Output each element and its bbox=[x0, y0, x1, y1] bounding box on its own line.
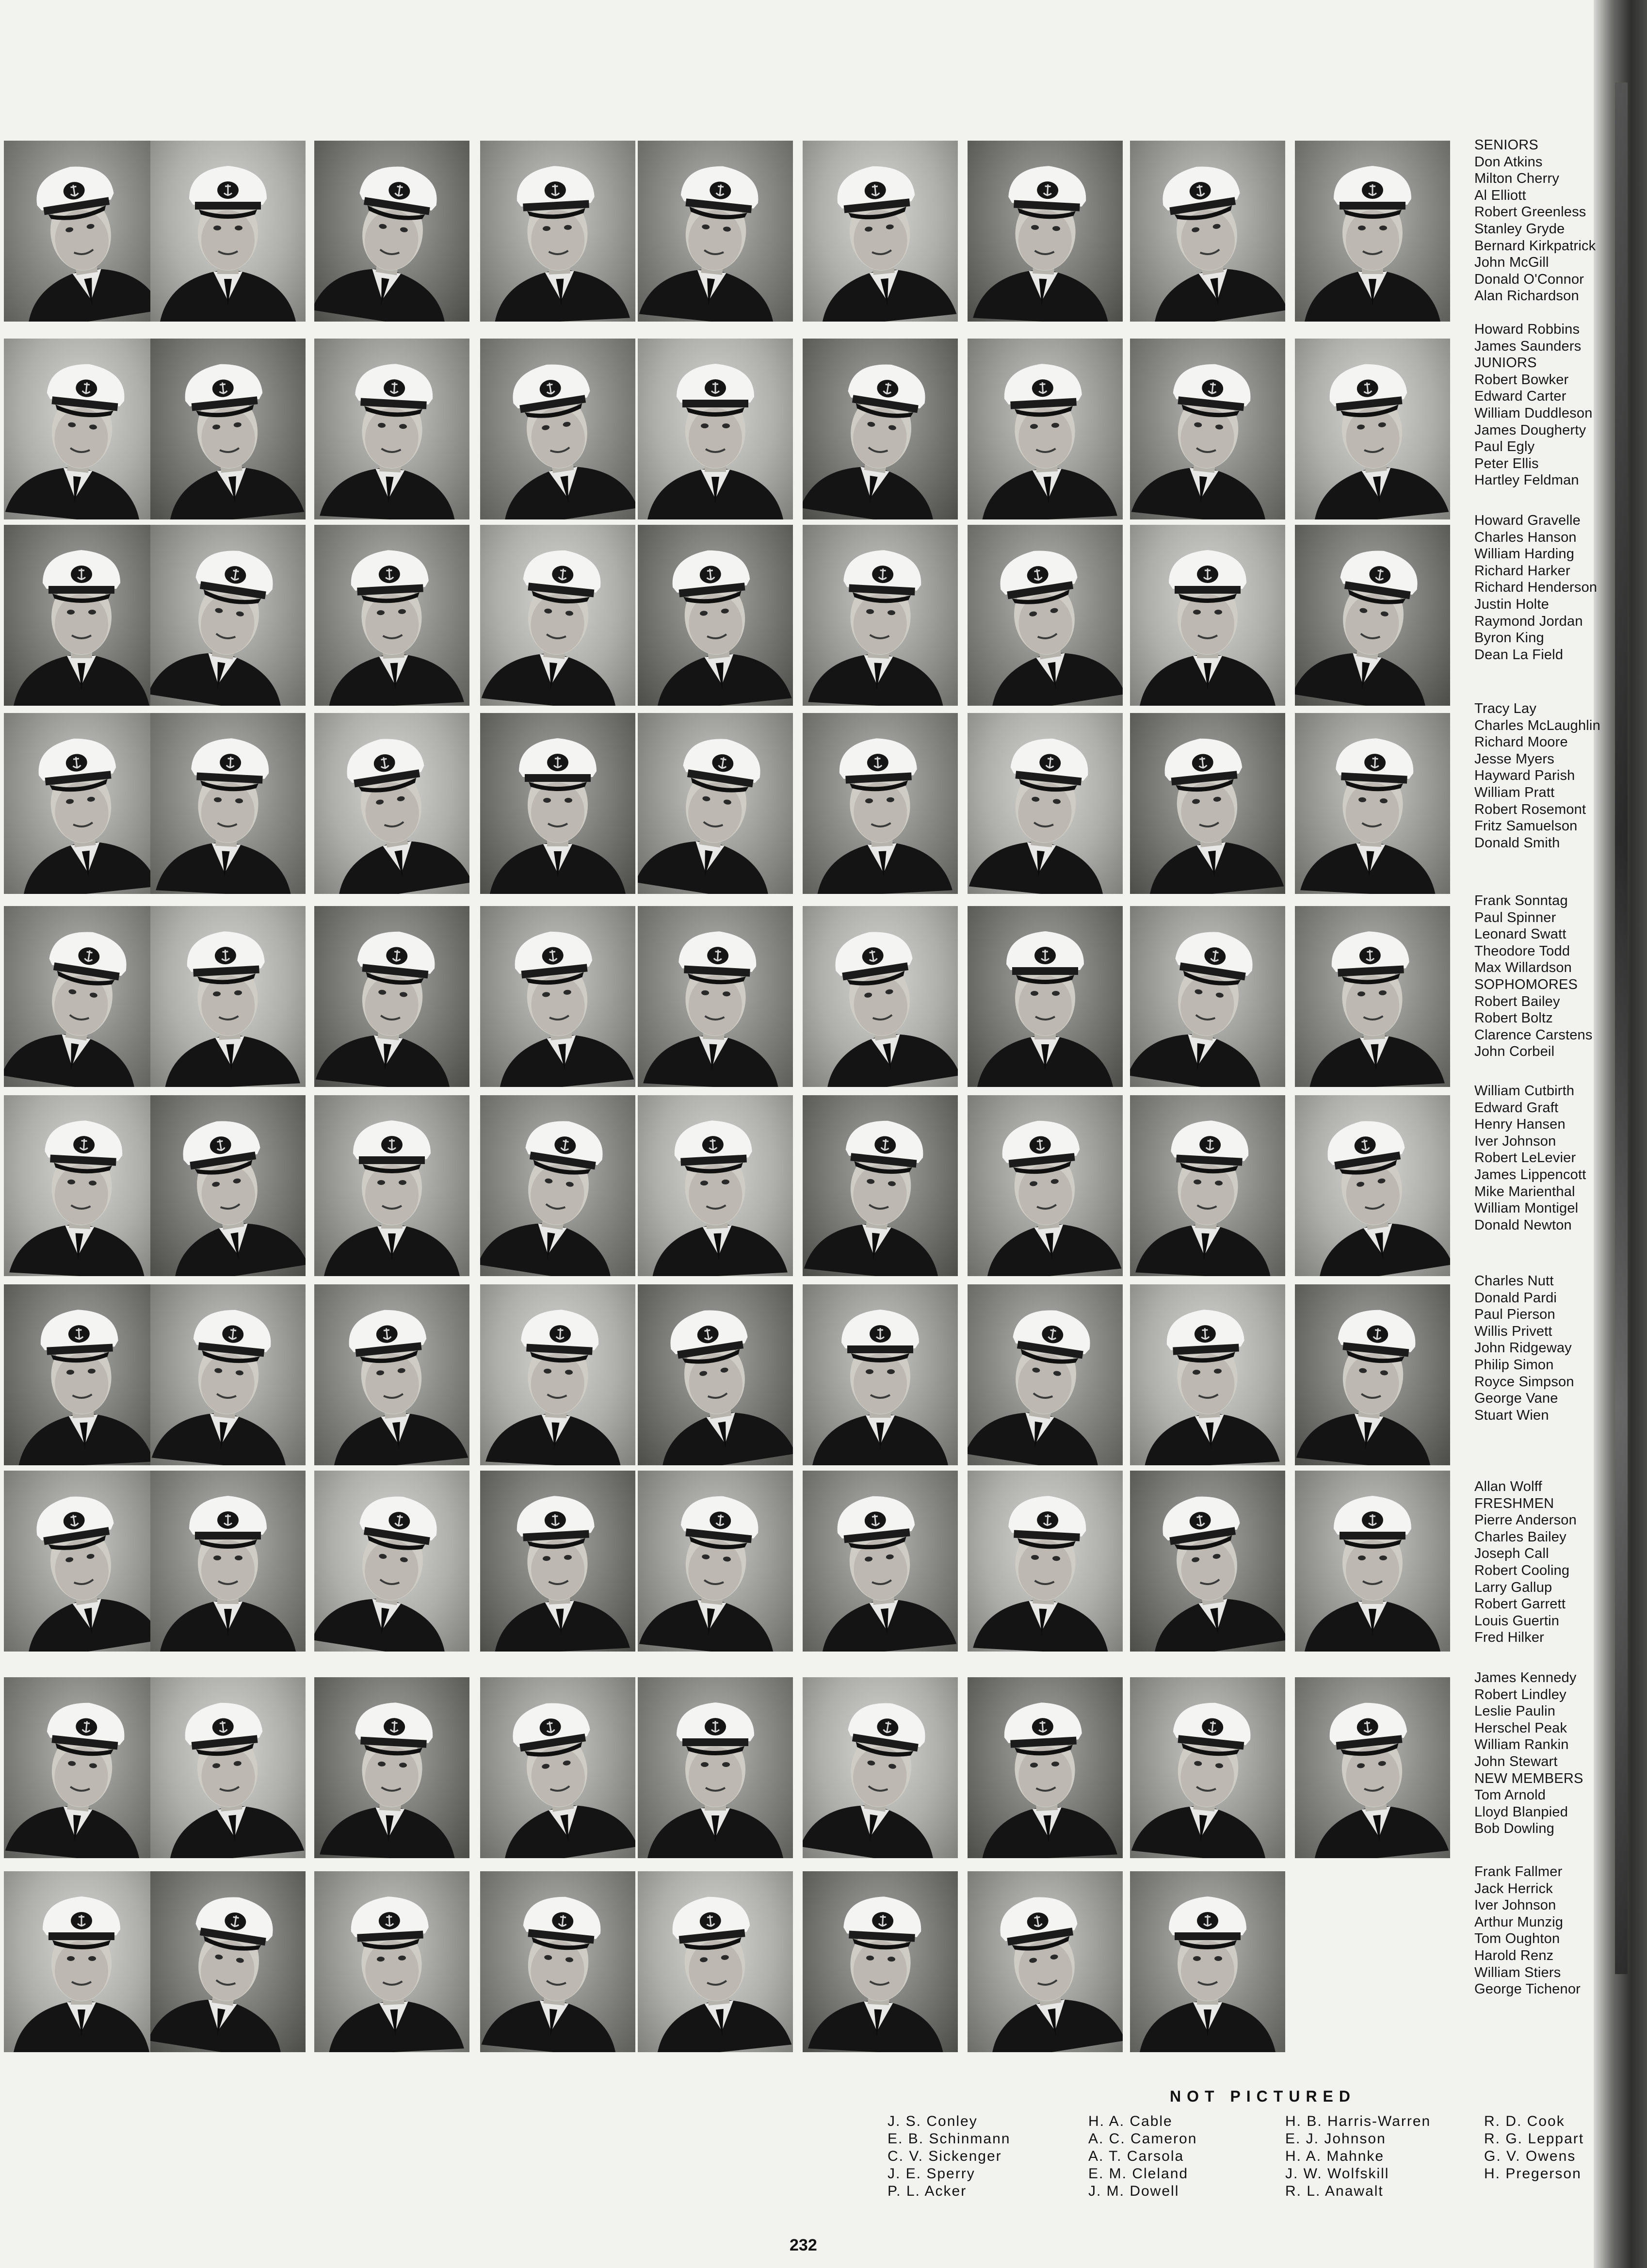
portrait-photo bbox=[314, 1471, 469, 1652]
roster-group bbox=[1474, 892, 1593, 1060]
roster-name: Robert Cooling bbox=[1474, 1562, 1570, 1578]
not-pictured-name: E. B. Schinmann bbox=[888, 2131, 1011, 2147]
portrait-photo bbox=[150, 1284, 306, 1465]
portrait-photo bbox=[4, 339, 159, 519]
portrait-photo bbox=[1130, 1677, 1285, 1858]
portrait-photo bbox=[638, 1871, 793, 2052]
not-pictured-name: H. A. Cable bbox=[1088, 2113, 1173, 2129]
roster-name: Philip Simon bbox=[1474, 1357, 1554, 1373]
roster-name: John Corbeil bbox=[1474, 1044, 1555, 1060]
roster-name: Don Atkins bbox=[1474, 154, 1543, 170]
portrait-photo bbox=[4, 1284, 159, 1465]
roster-name: Paul Egly bbox=[1474, 439, 1535, 455]
roster-name: Louis Guertin bbox=[1474, 1613, 1560, 1629]
portrait-photo bbox=[968, 906, 1123, 1087]
roster-name: James Lippencott bbox=[1474, 1166, 1586, 1183]
roster-name: Edward Graft bbox=[1474, 1100, 1559, 1116]
roster-name: Harold Renz bbox=[1474, 1947, 1554, 1963]
portrait-photo bbox=[1295, 1095, 1450, 1276]
roster-group bbox=[1474, 321, 1593, 489]
roster-name: William Cutbirth bbox=[1474, 1083, 1575, 1099]
portrait-photo bbox=[803, 713, 958, 894]
portrait-photo bbox=[1295, 339, 1450, 519]
roster-name: Tom Arnold bbox=[1474, 1787, 1546, 1803]
not-pictured-name: R. D. Cook bbox=[1484, 2113, 1565, 2129]
roster-group bbox=[1474, 137, 1596, 305]
roster-name: Donald Newton bbox=[1474, 1217, 1572, 1233]
portrait-photo bbox=[968, 1471, 1123, 1652]
roster-name: Leslie Paulin bbox=[1474, 1703, 1556, 1719]
portrait-photo bbox=[150, 1095, 306, 1276]
not-pictured-column-3 bbox=[1285, 2113, 1431, 2200]
portrait-photo bbox=[1130, 1095, 1285, 1276]
roster-name: Paul Spinner bbox=[1474, 909, 1556, 925]
roster-name: Richard Henderson bbox=[1474, 580, 1598, 596]
portrait-photo bbox=[803, 1284, 958, 1465]
portrait-photo bbox=[314, 906, 469, 1087]
portrait-photo bbox=[480, 1677, 635, 1858]
portrait-photo bbox=[4, 1471, 159, 1652]
roster-name: Lloyd Blanpied bbox=[1474, 1804, 1568, 1820]
roster-name: NEW MEMBERS bbox=[1474, 1770, 1583, 1786]
roster-name: Peter Ellis bbox=[1474, 455, 1539, 471]
portrait-photo bbox=[803, 1677, 958, 1858]
portrait-photo bbox=[638, 713, 793, 894]
roster-name: Clarence Carstens bbox=[1474, 1027, 1593, 1043]
not-pictured-name: J. W. Wolfskill bbox=[1285, 2166, 1389, 2182]
portrait-photo bbox=[314, 1095, 469, 1276]
roster-name: Milton Cherry bbox=[1474, 171, 1560, 187]
not-pictured-column-1 bbox=[888, 2113, 1010, 2200]
portrait-photo bbox=[480, 906, 635, 1087]
portrait-photo bbox=[1130, 713, 1285, 894]
roster-name: John Ridgeway bbox=[1474, 1340, 1572, 1356]
roster-name: Charles Hanson bbox=[1474, 529, 1577, 545]
roster-name: Henry Hansen bbox=[1474, 1117, 1566, 1133]
roster-group bbox=[1474, 1273, 1574, 1424]
roster-name: Tom Oughton bbox=[1474, 1931, 1560, 1947]
portrait-photo bbox=[803, 1471, 958, 1652]
not-pictured-name: E. M. Cleland bbox=[1088, 2166, 1189, 2182]
roster-name: Fritz Samuelson bbox=[1474, 818, 1578, 834]
roster-name: Justin Holte bbox=[1474, 596, 1549, 612]
roster-name: Raymond Jordan bbox=[1474, 613, 1583, 629]
roster-name: George Vane bbox=[1474, 1391, 1558, 1407]
not-pictured-name: G. V. Owens bbox=[1484, 2148, 1576, 2164]
portrait-photo bbox=[803, 906, 958, 1087]
roster-name: Robert Garrett bbox=[1474, 1596, 1566, 1612]
portrait-photo bbox=[314, 1871, 469, 2052]
portrait-photo bbox=[4, 1677, 159, 1858]
portrait-photo bbox=[4, 1871, 159, 2052]
roster-name: William Stiers bbox=[1474, 1964, 1561, 1980]
roster-name: Jack Herrick bbox=[1474, 1880, 1553, 1896]
portrait-photo bbox=[480, 1095, 635, 1276]
portrait-photo bbox=[150, 1677, 306, 1858]
roster-name: Pierre Anderson bbox=[1474, 1512, 1577, 1528]
roster-name: Larry Gallup bbox=[1474, 1579, 1552, 1595]
portrait-photo bbox=[968, 1677, 1123, 1858]
portrait-photo bbox=[1295, 1677, 1450, 1858]
portrait-photo bbox=[638, 1677, 793, 1858]
not-pictured-name: H. B. Harris-Warren bbox=[1285, 2113, 1431, 2129]
roster-name: Robert Rosemont bbox=[1474, 801, 1586, 817]
roster-name: Hartley Feldman bbox=[1474, 472, 1579, 488]
roster-group bbox=[1474, 700, 1600, 851]
not-pictured-name: H. A. Mahnke bbox=[1285, 2148, 1385, 2164]
portrait-photo bbox=[803, 525, 958, 706]
roster-name: Bob Dowling bbox=[1474, 1821, 1555, 1837]
roster-name: Richard Harker bbox=[1474, 563, 1570, 579]
roster-name: Robert LeLevier bbox=[1474, 1150, 1576, 1166]
roster-name: Allan Wolff bbox=[1474, 1479, 1542, 1494]
portrait-photo bbox=[1295, 525, 1450, 706]
roster-name: Robert Greenless bbox=[1474, 204, 1586, 220]
portrait-photo bbox=[150, 1871, 306, 2052]
roster-group bbox=[1474, 512, 1597, 663]
roster-name: Howard Gravelle bbox=[1474, 513, 1581, 528]
roster-group bbox=[1474, 1478, 1577, 1646]
portrait-photo bbox=[150, 339, 306, 519]
roster-name: Charles Bailey bbox=[1474, 1529, 1566, 1545]
roster-name: Bernard Kirkpatrick bbox=[1474, 238, 1596, 254]
not-pictured-name: R. G. Leppart bbox=[1484, 2131, 1584, 2147]
roster-name: FRESHMEN bbox=[1474, 1495, 1554, 1511]
not-pictured-heading: NOT PICTURED bbox=[1170, 2088, 1356, 2105]
roster-name: SENIORS bbox=[1474, 137, 1538, 153]
roster-name: Charles McLaughlin bbox=[1474, 717, 1600, 733]
page-edge-shadow bbox=[1594, 0, 1647, 2268]
portrait-photo bbox=[638, 1284, 793, 1465]
roster-name: Arthur Munzig bbox=[1474, 1914, 1564, 1930]
roster-name: John McGill bbox=[1474, 255, 1549, 271]
not-pictured-name: J. M. Dowell bbox=[1088, 2183, 1179, 2199]
portrait-photo bbox=[1130, 141, 1285, 322]
roster-name: James Kennedy bbox=[1474, 1670, 1577, 1685]
roster-name: Howard Robbins bbox=[1474, 322, 1580, 337]
portrait-photo bbox=[314, 1284, 469, 1465]
roster-name: Paul Pierson bbox=[1474, 1307, 1555, 1323]
roster-name: SOPHOMORES bbox=[1474, 976, 1578, 992]
roster-name: Max Willardson bbox=[1474, 960, 1572, 976]
not-pictured-name: J. E. Sperry bbox=[888, 2166, 975, 2182]
portrait-photo bbox=[1295, 141, 1450, 322]
portrait-photo bbox=[480, 1284, 635, 1465]
roster-name: William Rankin bbox=[1474, 1737, 1569, 1753]
portrait-photo bbox=[803, 1095, 958, 1276]
roster-name: Charles Nutt bbox=[1474, 1273, 1554, 1289]
portrait-photo bbox=[1130, 1471, 1285, 1652]
not-pictured-name: J. S. Conley bbox=[888, 2113, 978, 2129]
portrait-photo bbox=[968, 141, 1123, 322]
portrait-photo bbox=[1295, 906, 1450, 1087]
portrait-photo bbox=[1130, 525, 1285, 706]
portrait-photo bbox=[4, 141, 159, 322]
portrait-photo bbox=[638, 1095, 793, 1276]
roster-name: Iver Johnson bbox=[1474, 1133, 1556, 1149]
portrait-photo bbox=[638, 141, 793, 322]
roster-group bbox=[1474, 1863, 1581, 1998]
page-number: 232 bbox=[790, 2236, 817, 2254]
portrait-photo bbox=[803, 339, 958, 519]
portrait-photo bbox=[803, 141, 958, 322]
roster-name: John Stewart bbox=[1474, 1753, 1558, 1769]
roster-name: Al Elliott bbox=[1474, 187, 1526, 203]
portrait-photo bbox=[638, 525, 793, 706]
portrait-photo bbox=[314, 713, 469, 894]
roster-name: James Saunders bbox=[1474, 338, 1582, 354]
not-pictured-name: C. V. Sickenger bbox=[888, 2148, 1002, 2164]
roster-name: Alan Richardson bbox=[1474, 288, 1579, 304]
portrait-photo bbox=[1130, 339, 1285, 519]
roster-name: Frank Fallmer bbox=[1474, 1864, 1563, 1879]
roster-name: Joseph Call bbox=[1474, 1546, 1549, 1562]
not-pictured-name: A. C. Cameron bbox=[1088, 2131, 1197, 2147]
roster-name: Edward Carter bbox=[1474, 389, 1566, 405]
portrait-photo bbox=[150, 713, 306, 894]
portrait-photo bbox=[1130, 1871, 1285, 2052]
roster-name: Leonard Swatt bbox=[1474, 926, 1566, 942]
portrait-photo bbox=[480, 1871, 635, 2052]
roster-name: Herschel Peak bbox=[1474, 1720, 1567, 1736]
roster-name: Robert Bowker bbox=[1474, 372, 1569, 388]
portrait-photo bbox=[803, 1871, 958, 2052]
roster-name: Robert Lindley bbox=[1474, 1686, 1566, 1702]
portrait-photo bbox=[4, 525, 159, 706]
not-pictured-column-4 bbox=[1484, 2113, 1584, 2183]
portrait-photo bbox=[1295, 713, 1450, 894]
portrait-photo bbox=[968, 1095, 1123, 1276]
portrait-photo bbox=[1130, 906, 1285, 1087]
not-pictured-name: E. J. Johnson bbox=[1285, 2131, 1386, 2147]
roster-name: Richard Moore bbox=[1474, 734, 1568, 750]
portrait-photo bbox=[480, 1471, 635, 1652]
roster-name: Stanley Gryde bbox=[1474, 221, 1565, 237]
portrait-photo bbox=[1295, 1471, 1450, 1652]
roster-name: Donald Smith bbox=[1474, 835, 1560, 851]
roster-name: Donald O'Connor bbox=[1474, 271, 1584, 287]
not-pictured-name: R. L. Anawalt bbox=[1285, 2183, 1384, 2199]
roster-name: Stuart Wien bbox=[1474, 1407, 1549, 1423]
portrait-photo bbox=[968, 1284, 1123, 1465]
adjacent-page-edge bbox=[1615, 82, 1628, 1974]
portrait-photo bbox=[638, 906, 793, 1087]
roster-name: Hayward Parish bbox=[1474, 768, 1575, 784]
portrait-photo bbox=[968, 525, 1123, 706]
portrait-photo bbox=[150, 906, 306, 1087]
roster-name: William Montigel bbox=[1474, 1200, 1579, 1216]
portrait-photo bbox=[1295, 1284, 1450, 1465]
portrait-photo bbox=[4, 713, 159, 894]
portrait-photo bbox=[150, 1471, 306, 1652]
portrait-photo bbox=[1130, 1284, 1285, 1465]
roster-name: Byron King bbox=[1474, 630, 1544, 646]
portrait-photo bbox=[968, 339, 1123, 519]
not-pictured-name: P. L. Acker bbox=[888, 2183, 967, 2199]
not-pictured-name: A. T. Carsola bbox=[1088, 2148, 1184, 2164]
roster-name: JUNIORS bbox=[1474, 355, 1537, 371]
roster-name: Jesse Myers bbox=[1474, 751, 1554, 767]
roster-name: Robert Boltz bbox=[1474, 1010, 1553, 1026]
portrait-photo bbox=[638, 1471, 793, 1652]
portrait-photo bbox=[480, 713, 635, 894]
roster-name: James Dougherty bbox=[1474, 422, 1586, 438]
roster-name: Donald Pardi bbox=[1474, 1290, 1557, 1306]
roster-name: Theodore Todd bbox=[1474, 943, 1570, 959]
portrait-photo bbox=[4, 1095, 159, 1276]
portrait-photo bbox=[638, 339, 793, 519]
portrait-photo bbox=[4, 906, 159, 1087]
roster-name: Iver Johnson bbox=[1474, 1897, 1556, 1913]
portrait-photo bbox=[968, 1871, 1123, 2052]
portrait-photo bbox=[150, 141, 306, 322]
portrait-photo bbox=[480, 141, 635, 322]
roster-name: Tracy Lay bbox=[1474, 701, 1537, 716]
roster-name: William Pratt bbox=[1474, 784, 1555, 800]
roster-name: William Duddleson bbox=[1474, 405, 1593, 421]
roster-name: Frank Sonntag bbox=[1474, 893, 1568, 908]
portrait-photo bbox=[314, 525, 469, 706]
portrait-photo bbox=[314, 339, 469, 519]
portrait-photo bbox=[968, 713, 1123, 894]
roster-name: Dean La Field bbox=[1474, 647, 1564, 663]
portrait-photo bbox=[314, 141, 469, 322]
roster-name: William Harding bbox=[1474, 546, 1575, 562]
portrait-photo bbox=[150, 525, 306, 706]
not-pictured-column-2 bbox=[1088, 2113, 1197, 2200]
portrait-photo bbox=[480, 339, 635, 519]
roster-name: Mike Marienthal bbox=[1474, 1183, 1575, 1199]
roster-name: George Tichenor bbox=[1474, 1981, 1581, 1997]
portrait-photo bbox=[314, 1677, 469, 1858]
roster-group bbox=[1474, 1669, 1583, 1837]
roster-name: Royce Simpson bbox=[1474, 1374, 1574, 1390]
roster-name: Fred Hilker bbox=[1474, 1630, 1544, 1646]
portrait-photo bbox=[480, 525, 635, 706]
roster-name: Robert Bailey bbox=[1474, 993, 1560, 1009]
not-pictured-name: H. Pregerson bbox=[1484, 2166, 1582, 2182]
roster-group bbox=[1474, 1083, 1586, 1233]
roster-name: Willis Privett bbox=[1474, 1323, 1552, 1339]
